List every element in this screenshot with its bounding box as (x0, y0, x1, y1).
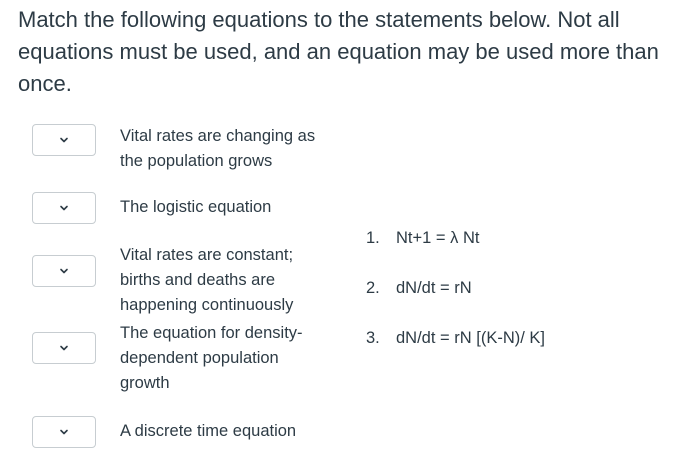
equation-text: Nt+1 = λ Nt (396, 229, 480, 247)
equation-item-2 (366, 276, 545, 301)
statement-text: The logistic equation (120, 198, 272, 216)
chevron-down-icon (59, 343, 69, 353)
answer-dropdown-1[interactable] (32, 124, 96, 156)
statement-text: Vital rates are constant; births and deaths are happening continuously (120, 246, 294, 314)
statement-text: A discrete time equation (120, 422, 297, 440)
chevron-down-icon (59, 427, 69, 437)
statement-text: The equation for density-dependent population growth (120, 324, 303, 392)
equation-text: dN/dt = rN (396, 279, 472, 297)
match-row-1 (32, 124, 330, 174)
equation-list (366, 226, 545, 376)
equation-number: 1. (366, 229, 380, 247)
statement-text: Vital rates are changing as the population grows (120, 127, 316, 170)
chevron-down-icon (59, 135, 69, 145)
match-row-4 (32, 321, 325, 396)
match-row-2 (32, 192, 330, 224)
equation-item-3 (366, 326, 545, 351)
answer-dropdown-2[interactable] (32, 192, 96, 224)
instructions-text: Match the following equations to the statements below. Not all equations must be used, and an equation may be used more than once. (18, 7, 659, 96)
equation-item-1 (366, 226, 545, 251)
answer-dropdown-3[interactable] (32, 255, 96, 287)
match-row-3 (32, 243, 325, 318)
chevron-down-icon (59, 203, 69, 213)
answer-dropdown-5[interactable] (32, 416, 96, 448)
answer-dropdown-4[interactable] (32, 332, 96, 364)
equation-number: 3. (366, 329, 380, 347)
match-row-5 (32, 416, 330, 448)
chevron-down-icon (59, 266, 69, 276)
equation-text: dN/dt = rN [(K-N)/ K] (396, 329, 545, 347)
equation-number: 2. (366, 279, 380, 297)
